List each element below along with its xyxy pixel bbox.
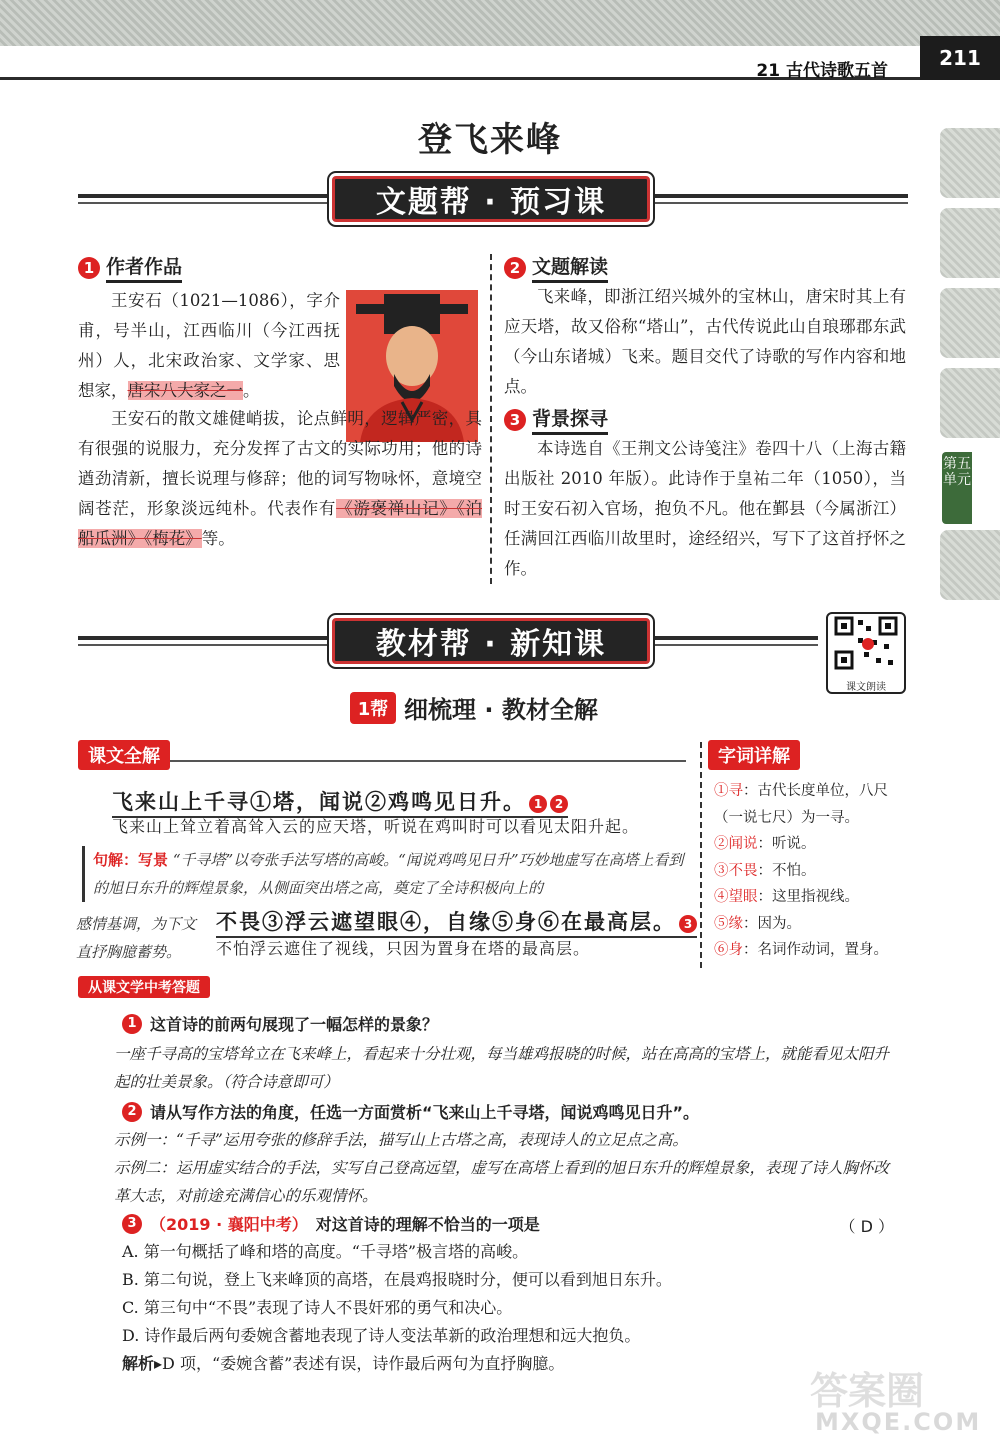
background-heading-label: 背景探寻 bbox=[532, 404, 608, 435]
header-texture bbox=[0, 0, 1000, 46]
poem-title: 登飞来峰 bbox=[418, 120, 562, 160]
section-number: 2 bbox=[504, 257, 526, 279]
author-style-body: 王安石的散文雄健峭拔，论点鲜明，逻辑严密，具有很强的说服力，充分发挥了古文的实际功用；他的诗遒劲清新，擅长说理与修辞；他的词写物咏怀，意境空阔苍茫，形象淡远纯朴。代表作有 bbox=[78, 409, 482, 518]
question-marker: 3 bbox=[679, 915, 697, 933]
preview-banner: 文题帮 · 预习课 bbox=[332, 176, 650, 222]
answer-2-example-1: 示例一：“千寻”运用夸张的修辞手法，描写山上古塔之高，表现诗人的立足点之高。 bbox=[114, 1131, 688, 1149]
vocab-def: ：听说。 bbox=[757, 836, 816, 852]
vocab-term: ⑥身 bbox=[714, 942, 743, 958]
author-intro-end: 。 bbox=[243, 381, 260, 400]
option-c: C. 第三句中“不畏”表现了诗人不畏奸邪的勇气和决心。 bbox=[122, 1298, 513, 1317]
title-explain-heading-label: 文题解读 bbox=[532, 252, 608, 283]
vocab-item bbox=[714, 831, 904, 858]
background-heading bbox=[504, 404, 608, 435]
vocab-term: ②闻说 bbox=[714, 836, 758, 852]
background-text: 本诗选自《王荆文公诗笺注》卷四十八（上海古籍出版社 2010 年版）。此诗作于皇祐二年（1050），当时王安石初入官场，抱负不凡。他在鄞县（今属浙江）任满回江西临川故里时，途经绍兴，写下了这首抒怀之作。 bbox=[504, 439, 906, 578]
question-number: 2 bbox=[122, 1102, 142, 1122]
vocab-term: ①寻 bbox=[714, 783, 743, 799]
section-number: 1 bbox=[78, 257, 100, 279]
verse-annotation bbox=[82, 846, 688, 902]
vocab-item bbox=[714, 858, 904, 885]
option-a: A. 第一句概括了峰和塔的高度。“千寻塔”极言塔的高峻。 bbox=[122, 1242, 529, 1261]
text-explain-tag: 课文全解 bbox=[78, 740, 170, 770]
author-heading bbox=[78, 252, 182, 283]
side-tab bbox=[940, 368, 1000, 438]
author-intro-text: 王安石（1021—1086），字介甫，号半山，江西临川（今江西抚州）人，北宋政治家、文学家、思想家， bbox=[78, 291, 340, 400]
annotation-tag: 写景 bbox=[138, 851, 169, 869]
vocab-item bbox=[714, 778, 904, 831]
annotation-label: 句解： bbox=[93, 851, 139, 869]
vocab-def: ：这里指视线。 bbox=[757, 889, 859, 905]
verse-text: 不畏③浮云遮望眼④，自缘⑤身⑥在最高层。 bbox=[216, 909, 676, 934]
qr-code-icon bbox=[828, 614, 904, 672]
vocab-tag: 字词详解 bbox=[708, 740, 800, 770]
question-1 bbox=[122, 1012, 438, 1035]
question-2 bbox=[122, 1100, 699, 1123]
sub-banner-badge: 1帮 bbox=[350, 692, 396, 724]
title-explain-text: 飞来峰，即浙江绍兴城外的宝林山，唐宋时其上有应天塔，故又俗称“塔山”，古代传说此山自琅琊郡东武（今山东诸城）飞来。题目交代了诗歌的写作内容和地点。 bbox=[504, 287, 906, 396]
verse-text: 飞来山上千寻①塔，闻说②鸡鸣见日升。 bbox=[112, 789, 526, 814]
column-divider bbox=[490, 254, 492, 584]
question-marker: 2 bbox=[550, 795, 568, 813]
watermark: 答案圈 bbox=[810, 1369, 925, 1413]
question-text: 对这首诗的理解不恰当的一项是 bbox=[315, 1215, 540, 1234]
vocab-item bbox=[714, 911, 904, 938]
analysis-text: D 项，“委婉含蓄”表述有误，诗作最后两句为直抒胸臆。 bbox=[162, 1354, 565, 1373]
page-number: 211 bbox=[920, 36, 1000, 80]
vocab-term: ⑤缘 bbox=[714, 915, 743, 932]
side-tab bbox=[940, 208, 1000, 278]
author-intro bbox=[78, 286, 340, 406]
unit-tab[interactable]: 第五单元 bbox=[942, 452, 972, 524]
question-text: 请从写作方法的角度，任选一方面赏析“飞来山上千寻塔，闻说鸡鸣见日升”。 bbox=[150, 1103, 700, 1122]
vocab-def: ：不怕。 bbox=[757, 862, 816, 879]
vocab-def: ：古代长度单位，八尺（一说七尺）为一寻。 bbox=[714, 783, 888, 826]
qr-label: 课文朗读 bbox=[846, 682, 886, 693]
exam-tag: 从课文学中考答题 bbox=[78, 976, 210, 998]
question-marker: 1 bbox=[529, 795, 547, 813]
side-tab bbox=[940, 288, 1000, 358]
author-style-end: 等。 bbox=[201, 529, 235, 548]
verse-line-2 bbox=[216, 906, 697, 938]
verse-translation-1: 飞来山上耸立着高耸入云的应天塔，听说在鸡叫时可以看见太阳升起。 bbox=[112, 817, 640, 836]
question-text: 这首诗的前两句展现了一幅怎样的景象？ bbox=[150, 1015, 439, 1034]
vocab-term: ③不畏 bbox=[714, 862, 758, 879]
new-lesson-banner: 教材帮 · 新知课 bbox=[332, 618, 650, 664]
vocab-item bbox=[714, 884, 904, 911]
annotation-text: “千寻塔”以夸张手法写塔的高峻。“闻说鸡鸣见日升”巧妙地虚写在高塔上看到的旭日东升的辉煌景象，从侧面突出塔之高，奠定了全诗积极向上的 bbox=[93, 851, 684, 897]
sub-banner bbox=[350, 690, 598, 725]
vocab-divider bbox=[700, 742, 702, 968]
answer-2-example-2: 示例二：运用虚实结合的手法，实写自己登高远望，虚写在高塔上看到的旭日东升的辉煌景象，表现了诗人胸怀改革大志，对前途充满信心的乐观情怀。 bbox=[114, 1159, 890, 1205]
question-number: 1 bbox=[122, 1014, 142, 1034]
question-source: （2019 · 襄阳中考） bbox=[150, 1215, 308, 1234]
author-intro-highlight: 唐宋八大家之一 bbox=[127, 381, 243, 400]
author-heading-label: 作者作品 bbox=[106, 252, 182, 283]
chapter-title: 21 古代诗歌五首 bbox=[756, 61, 888, 81]
title-explain-heading bbox=[504, 252, 608, 283]
vocab-def: ：名词作动词，置身。 bbox=[743, 942, 888, 958]
vocab-def: ：因为。 bbox=[743, 915, 801, 932]
answer-choice: （ D ） bbox=[839, 1217, 894, 1236]
vocab-item bbox=[714, 937, 904, 964]
option-d: D. 诗作最后两句委婉含蓄地表现了诗人变法革新的政治理想和远大抱负。 bbox=[122, 1326, 641, 1345]
question-3 bbox=[122, 1212, 540, 1235]
watermark-url: MXQE.COM bbox=[815, 1408, 982, 1436]
verse-translation-2: 不怕浮云遮住了视线，只因为置身在塔的最高层。 bbox=[216, 939, 591, 958]
vocab-list bbox=[714, 778, 904, 964]
answer-1: 一座千寻高的宝塔耸立在飞来峰上，看起来十分壮观，每当雄鸡报晓的时候，站在高高的宝塔上，就能看见太阳升起的壮美景象。（符合诗意即可） bbox=[114, 1045, 890, 1091]
annotation-continuation: 感情基调，为下文直抒胸臆蓄势。 bbox=[76, 915, 197, 961]
section-number: 3 bbox=[504, 409, 526, 431]
sub-banner-title: 细梳理 · 教材全解 bbox=[404, 696, 598, 724]
side-tab bbox=[940, 530, 1000, 600]
option-b: B. 第二句说，登上飞来峰顶的高塔，在晨鸡报晓时分，便可以看到旭日东升。 bbox=[122, 1270, 672, 1289]
author-works-highlight: 《游褒禅山记》《泊船瓜洲》《梅花》 bbox=[78, 499, 483, 548]
question-number: 3 bbox=[122, 1214, 142, 1234]
analysis-label: 解析▸ bbox=[122, 1354, 163, 1373]
vocab-term: ④望眼 bbox=[714, 889, 758, 905]
author-style-text bbox=[78, 404, 482, 554]
analysis bbox=[122, 1350, 564, 1378]
